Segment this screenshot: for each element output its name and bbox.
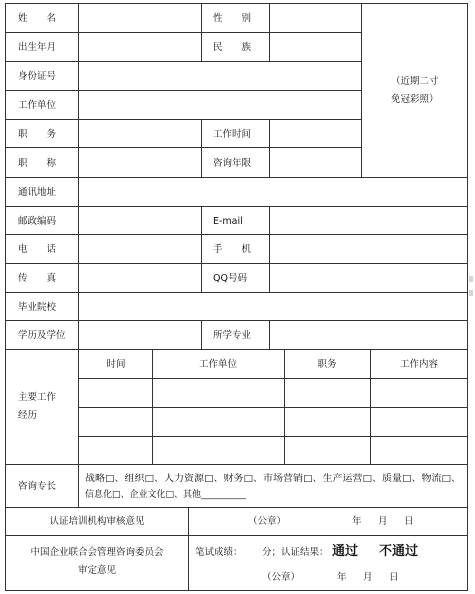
birth-label: 出生年月 (18, 42, 57, 53)
review-seal: （公章） (248, 516, 287, 527)
id-label: 身份证号 (18, 71, 57, 82)
committee-day: 日 (389, 572, 399, 583)
position-label: 职 务 (18, 129, 57, 140)
mobile-label: 手 机 (213, 244, 252, 255)
expertise-label: 咨询专长 (18, 481, 57, 492)
scroll-indicator-top (469, 276, 473, 282)
email-label: E-mail (213, 216, 243, 227)
committee-month: 月 (363, 572, 373, 583)
exp-col-employer: 工作单位 (198, 359, 238, 370)
name-label: 姓 名 (18, 13, 57, 24)
degree-label: 学历及学位 (18, 330, 66, 341)
gender-label: 性 别 (213, 13, 252, 24)
expertise-options-line1: 战略□、组织□、人力资源□、财务□、市场营销□、生产运营□、质量□、物流□、 (85, 474, 424, 484)
review-day: 日 (404, 516, 414, 527)
employer-label: 工作单位 (18, 100, 57, 111)
review-month: 月 (378, 516, 388, 527)
experience-label-line1: 主要工作 (18, 392, 57, 403)
score-unit-label: 分；认证结果： (262, 547, 329, 558)
committee-year: 年 (337, 572, 347, 583)
address-label: 通讯地址 (18, 187, 57, 198)
expertise-options-line2: 信息化□、企业文化□、其他__________ (85, 490, 247, 500)
major-label: 所学专业 (213, 330, 252, 341)
consult-years-label: 咨询年限 (213, 158, 252, 169)
exp-col-position: 职务 (317, 359, 337, 370)
committee-label-line2: 审定意见 (77, 565, 117, 576)
experience-label-line2: 经历 (18, 410, 38, 421)
work-time-label: 工作时间 (213, 129, 252, 140)
exp-col-time: 时间 (106, 359, 126, 370)
photo-note-line1: （近期二寸 (391, 76, 439, 87)
review-year: 年 (352, 516, 362, 527)
result-pass: 通过 (332, 544, 359, 559)
exp-col-content: 工作内容 (399, 359, 439, 370)
qq-label: QQ号码 (213, 273, 247, 284)
scroll-indicator-bottom (469, 290, 473, 296)
fax-label: 传 真 (18, 273, 57, 284)
committee-seal: （公章） (262, 572, 301, 583)
ethnicity-label: 民 族 (213, 42, 252, 53)
application-form (5, 3, 469, 592)
photo-note-line2: 免冠彩照） (391, 94, 439, 105)
exam-score-label: 笔试成绩： (195, 547, 243, 558)
school-label: 毕业院校 (18, 302, 57, 313)
title-label: 职 称 (18, 158, 57, 169)
phone-label: 电 话 (18, 244, 57, 255)
result-fail: 不通过 (379, 544, 419, 559)
review-label: 认证培训机构审核意见 (49, 516, 145, 527)
committee-label-line1: 中国企业联合会管理咨询委员会 (30, 547, 164, 558)
postcode-label: 邮政编码 (18, 216, 57, 227)
